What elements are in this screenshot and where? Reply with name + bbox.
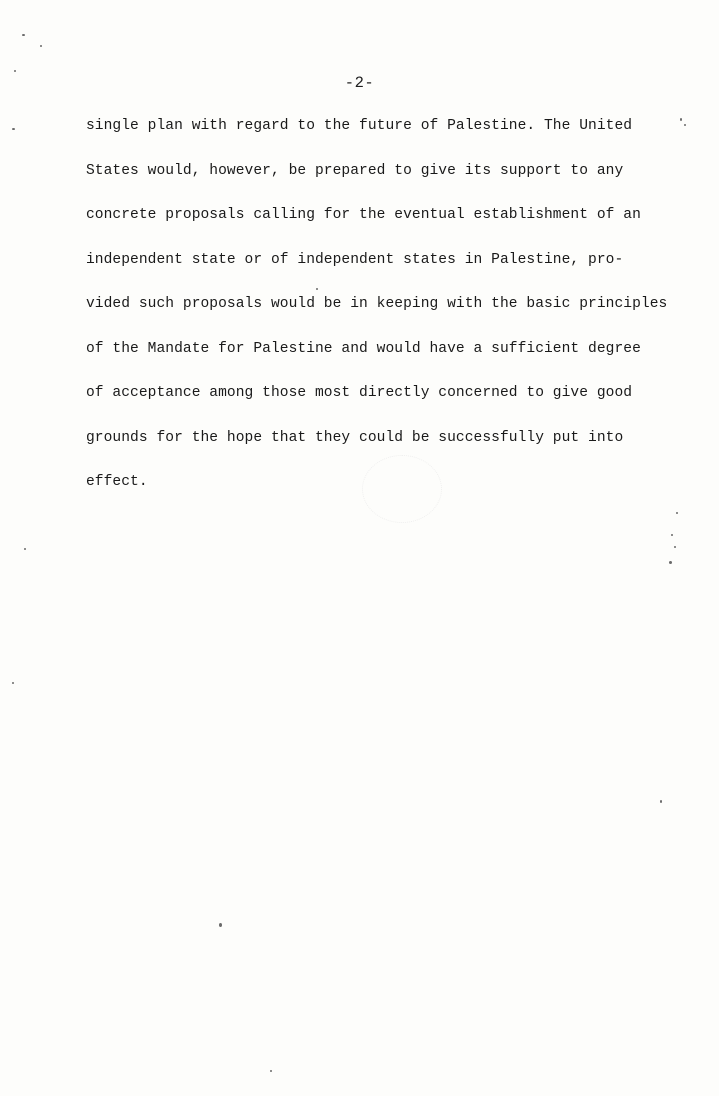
faint-stamp-mark [362,455,442,523]
text-line: effect. [86,474,148,490]
scan-speck [270,1070,272,1072]
text-line: of the Mandate for Palestine and would have a sufficient degree [86,340,641,357]
page-number: -2- [344,74,375,92]
text-line: States would, however, be prepared to give its support to any [86,162,624,179]
text-line: grounds for the hope that they could be successfully put into [86,429,624,446]
scan-speck [669,561,672,564]
scan-speck [12,682,14,684]
scan-speck [684,124,686,126]
scan-speck [316,288,318,290]
scan-speck [671,534,673,536]
scan-speck [12,128,15,130]
scan-speck [674,546,676,548]
scan-speck [219,923,222,927]
scan-speck [14,70,16,72]
text-line: vided such proposals would be in keeping with the basic principles [86,296,668,312]
text-line: concrete proposals calling for the eventual establishment of an [86,207,641,223]
body-text [86,116,686,517]
scan-speck [676,512,678,514]
scan-speck [40,45,42,47]
text-line: of acceptance among those most directly concerned to give good [86,385,633,401]
scan-speck [660,800,662,803]
text-line: independent state or of independent states in Palestine, pro- [86,251,624,268]
text-line: single plan with regard to the future of Palestine. The United [86,118,633,134]
scan-speck [24,548,26,550]
scan-speck [22,34,25,36]
scan-speck [680,118,682,121]
